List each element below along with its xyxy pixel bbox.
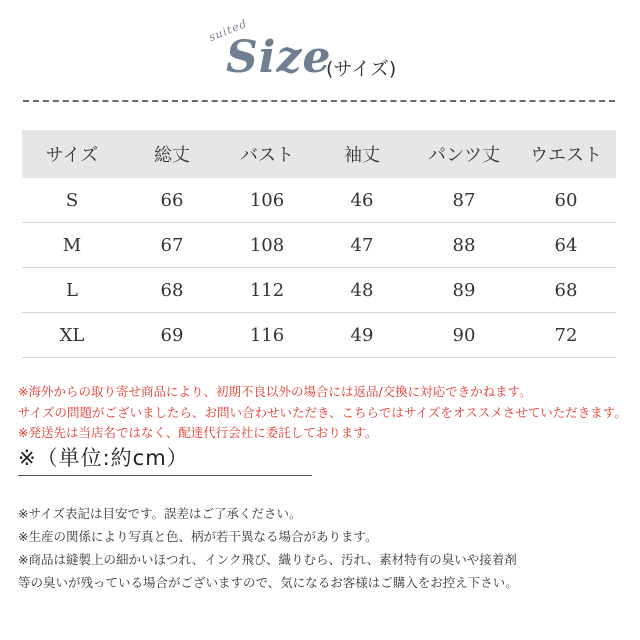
dashed-divider — [23, 100, 615, 102]
unit-underline — [18, 475, 312, 476]
table-cell: M — [62, 234, 82, 256]
column-header: 総丈 — [154, 145, 190, 166]
table-cell: 90 — [452, 324, 476, 346]
table-row — [22, 268, 616, 313]
table-row — [22, 178, 616, 223]
column-header: パンツ丈 — [428, 145, 500, 166]
table-cell: L — [66, 279, 78, 301]
table-cell: 72 — [554, 324, 578, 346]
table-row — [22, 223, 616, 268]
table-cell: 67 — [160, 234, 184, 256]
warning-notes — [18, 382, 628, 444]
info-note: ※生産の関係により写真と色、柄が若干異なる場合があります。 — [18, 529, 378, 544]
table-cell: 116 — [249, 324, 285, 346]
info-note: ※商品は縫製上の細かいほつれ、インク飛び、織りむら、汚れ、素材特有の臭いや接着剤 — [18, 552, 517, 567]
warning-note: ※発送先は当店名ではなく、配達代行会社に委託しております。 — [18, 425, 378, 440]
table-cell: S — [65, 189, 79, 211]
warning-note: サイズの問題がございましたら、お問い合わせいただき、こちらではサイズをオススメさせていただきます。 — [18, 404, 627, 420]
table-header-row — [22, 130, 616, 178]
table-cell: 47 — [350, 234, 374, 256]
table-cell: 88 — [452, 234, 476, 256]
table-cell: 66 — [160, 189, 184, 211]
table-cell: XL — [59, 324, 85, 346]
unit-heading — [18, 448, 318, 476]
table-cell: 60 — [554, 189, 578, 211]
title-header — [0, 0, 640, 100]
table-cell: 69 — [160, 324, 184, 346]
table-cell: 89 — [452, 279, 476, 301]
table-cell: 48 — [350, 279, 374, 301]
table-row — [22, 313, 616, 358]
table-cell: 46 — [350, 189, 374, 211]
size-table — [22, 130, 616, 358]
table-cell: 112 — [249, 279, 285, 301]
info-note: 等の臭いが残っている場合がございますので、気になるお客様はご購入をお控え下さい。 — [18, 575, 518, 590]
table-cell: 49 — [350, 324, 374, 346]
table-cell: 64 — [554, 234, 578, 256]
table-cell: 87 — [452, 189, 476, 211]
warning-note: ※海外からの取り寄せ商品により、初期不良以外の場合には返品/交換に対応できかねます。 — [18, 384, 532, 399]
table-cell: 108 — [249, 234, 285, 256]
table-cell: 68 — [160, 279, 184, 301]
table-cell: 68 — [554, 279, 578, 301]
info-notes — [18, 502, 628, 594]
suited-stamp: suited — [207, 16, 250, 45]
size-title: Size — [226, 32, 332, 83]
size-subtitle: (サイズ) — [326, 58, 397, 80]
column-header: ウエスト — [530, 145, 602, 166]
column-header: サイズ — [45, 145, 99, 166]
column-header: 袖丈 — [344, 145, 380, 166]
unit-label: ※（単位:約cm） — [18, 446, 189, 470]
column-header: バスト — [240, 145, 294, 166]
table-cell: 106 — [249, 189, 285, 211]
info-note: ※サイズ表記は目安です。誤差はご了承ください。 — [18, 506, 302, 521]
